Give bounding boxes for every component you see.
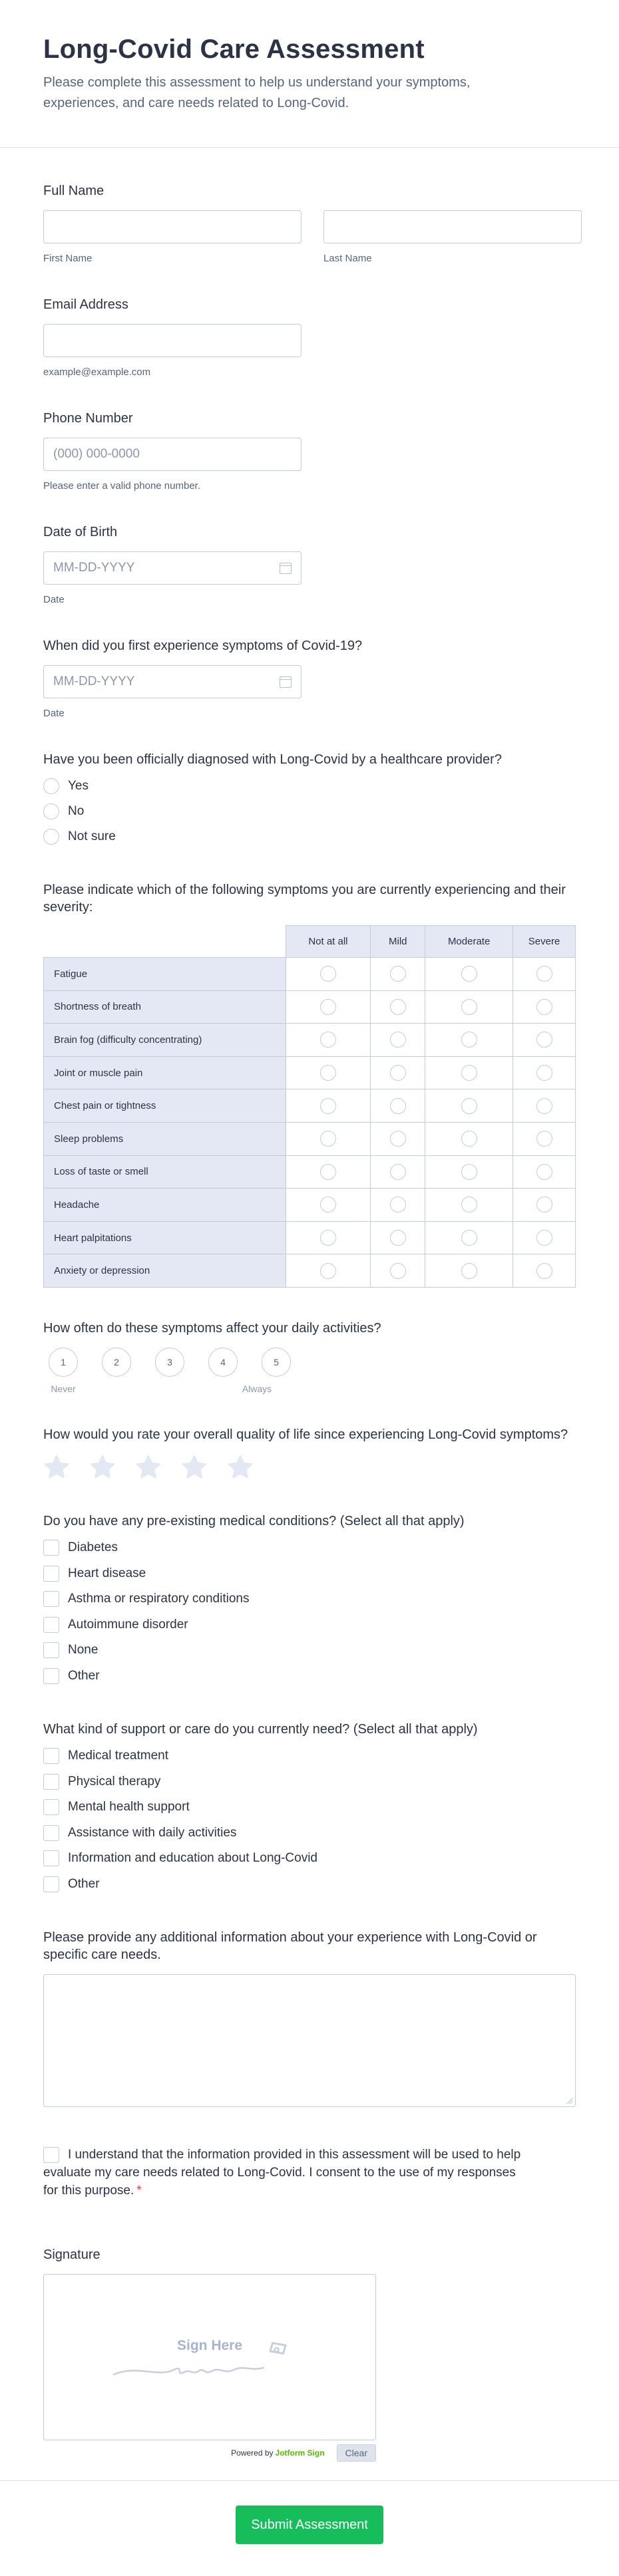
additional-textarea[interactable] bbox=[43, 1974, 576, 2107]
star-icon[interactable] bbox=[43, 1454, 70, 1481]
matrix-cell bbox=[371, 990, 425, 1024]
star-icon[interactable] bbox=[227, 1454, 254, 1481]
matrix-cell bbox=[371, 1089, 425, 1123]
frequency-scale bbox=[37, 1348, 576, 1377]
matrix-cell bbox=[425, 1056, 513, 1089]
submit-button[interactable]: Submit Assessment bbox=[236, 2505, 383, 2544]
matrix-cell bbox=[513, 1221, 576, 1254]
diagnosed-options bbox=[43, 774, 576, 849]
matrix-corner bbox=[44, 926, 286, 958]
checkbox-option[interactable] bbox=[43, 1663, 576, 1689]
matrix-cell bbox=[513, 1189, 576, 1222]
radio-label: Not sure bbox=[68, 829, 116, 843]
matrix-radio-button[interactable] bbox=[390, 1263, 406, 1279]
matrix-radio-button[interactable] bbox=[320, 1230, 336, 1246]
radio-button[interactable] bbox=[43, 778, 59, 794]
matrix-cell bbox=[425, 1189, 513, 1222]
matrix-column-header: Severe bbox=[513, 926, 576, 958]
submit-area bbox=[0, 2480, 619, 2576]
resize-grip-icon[interactable] bbox=[566, 2098, 573, 2104]
checkbox[interactable] bbox=[43, 1668, 59, 1684]
form-header bbox=[0, 0, 619, 148]
matrix-cell bbox=[286, 1089, 371, 1123]
star-rating bbox=[43, 1454, 576, 1481]
matrix-radio-button[interactable] bbox=[390, 1131, 406, 1147]
matrix-row-label: Fatigue bbox=[44, 958, 286, 991]
matrix-radio-button[interactable] bbox=[536, 1131, 552, 1147]
star-icon[interactable] bbox=[135, 1454, 162, 1481]
symptoms-label: Please indicate which of the following symptoms you are currently experiencing and their severity: bbox=[43, 883, 566, 915]
matrix-row bbox=[44, 1056, 576, 1089]
signature-pad[interactable] bbox=[43, 2274, 376, 2440]
matrix-cell bbox=[425, 1254, 513, 1288]
matrix-radio-button[interactable] bbox=[390, 1230, 406, 1246]
radio-button[interactable] bbox=[43, 829, 59, 845]
matrix-cell bbox=[513, 1024, 576, 1057]
symptom-date-field bbox=[43, 637, 576, 719]
matrix-cell bbox=[371, 1189, 425, 1222]
phone-input[interactable] bbox=[43, 438, 302, 471]
matrix-cell bbox=[371, 958, 425, 991]
matrix-column-header: Mild bbox=[371, 926, 425, 958]
signature-footer bbox=[43, 2444, 376, 2462]
matrix-cell bbox=[425, 1024, 513, 1057]
support-options bbox=[43, 1743, 576, 1897]
jotform-sign-brand: Jotform Sign bbox=[275, 2448, 325, 2458]
phone-field bbox=[43, 410, 576, 492]
matrix-cell bbox=[286, 1189, 371, 1222]
matrix-cell bbox=[513, 1155, 576, 1189]
support-label: What kind of support or care do you currently need? (Select all that apply) bbox=[43, 1721, 478, 1737]
checkbox-option[interactable] bbox=[43, 1560, 576, 1586]
quality-field bbox=[43, 1426, 576, 1481]
powered-by-text: Powered by bbox=[231, 2448, 274, 2458]
matrix-radio-button[interactable] bbox=[461, 1263, 477, 1279]
dob-sublabel: Date bbox=[43, 594, 65, 605]
checkbox-option[interactable] bbox=[43, 1638, 576, 1663]
matrix-radio-button[interactable] bbox=[320, 1032, 336, 1048]
matrix-row-label: Headache bbox=[44, 1189, 286, 1222]
phone-placeholder: (000) 000-0000 bbox=[53, 447, 140, 461]
required-mark: * bbox=[136, 2183, 142, 2198]
matrix-radio-button[interactable] bbox=[390, 1065, 406, 1081]
matrix-radio-button[interactable] bbox=[320, 1164, 336, 1180]
checkbox[interactable] bbox=[43, 1876, 59, 1892]
matrix-cell bbox=[425, 1122, 513, 1155]
checkbox[interactable] bbox=[43, 1566, 59, 1582]
star-icon[interactable] bbox=[89, 1454, 116, 1481]
conditions-label: Do you have any pre-existing medical conditions? (Select all that apply) bbox=[43, 1513, 465, 1528]
frequency-field bbox=[43, 1320, 576, 1394]
email-label: Email Address bbox=[43, 297, 128, 312]
matrix-row-label: Heart palpitations bbox=[44, 1221, 286, 1254]
checkbox[interactable] bbox=[43, 1591, 59, 1607]
matrix-radio-button[interactable] bbox=[536, 966, 552, 982]
conditions-field bbox=[43, 1512, 576, 1689]
scale-min-label: Never bbox=[51, 1383, 76, 1394]
matrix-row bbox=[44, 1254, 576, 1288]
matrix-radio-button[interactable] bbox=[320, 1197, 336, 1213]
dob-label: Date of Birth bbox=[43, 525, 118, 539]
matrix-radio-button[interactable] bbox=[536, 1032, 552, 1048]
matrix-radio-button[interactable] bbox=[536, 1197, 552, 1213]
matrix-row-label: Sleep problems bbox=[44, 1122, 286, 1155]
matrix-row-label: Chest pain or tightness bbox=[44, 1089, 286, 1123]
scale-option[interactable]: 2 bbox=[102, 1348, 131, 1377]
matrix-cell bbox=[513, 1089, 576, 1123]
star-icon[interactable] bbox=[181, 1454, 208, 1481]
checkbox[interactable] bbox=[43, 1540, 59, 1556]
scale-max-label: Always bbox=[242, 1383, 272, 1394]
full-name-label: Full Name bbox=[43, 184, 104, 198]
scale-option[interactable]: 1 bbox=[49, 1348, 78, 1377]
quality-label: How would you rate your overall quality of life since experiencing Long-Covid symptoms? bbox=[43, 1427, 568, 1442]
symptom-date-placeholder: MM-DD-YYYY bbox=[53, 674, 135, 688]
matrix-row bbox=[44, 1221, 576, 1254]
matrix-cell bbox=[513, 1056, 576, 1089]
matrix-cell bbox=[371, 1254, 425, 1288]
matrix-body bbox=[44, 958, 576, 1288]
matrix-radio-button[interactable] bbox=[390, 1197, 406, 1213]
matrix-row bbox=[44, 1024, 576, 1057]
form-body bbox=[0, 182, 619, 2462]
diagnosed-field bbox=[43, 751, 576, 849]
full-name-field bbox=[43, 182, 576, 264]
checkbox-label: Mental health support bbox=[68, 1800, 190, 1814]
matrix-row bbox=[44, 1089, 576, 1123]
scale-labels bbox=[37, 1383, 284, 1394]
matrix-cell bbox=[286, 1254, 371, 1288]
calendar-icon[interactable] bbox=[280, 563, 292, 574]
checkbox-label: Information and education about Long-Covid bbox=[68, 1851, 317, 1866]
diagnosed-label: Have you been officially diagnosed with Long-Covid by a healthcare provider? bbox=[43, 752, 502, 767]
matrix-radio-button[interactable] bbox=[390, 1098, 406, 1114]
matrix-cell bbox=[371, 1056, 425, 1089]
matrix-radio-button[interactable] bbox=[536, 1263, 552, 1279]
matrix-cell bbox=[286, 1155, 371, 1189]
matrix-cell bbox=[371, 1024, 425, 1057]
matrix-row-label: Loss of taste or smell bbox=[44, 1155, 286, 1189]
matrix-row-label: Shortness of breath bbox=[44, 990, 286, 1024]
matrix-cell bbox=[425, 1089, 513, 1123]
matrix-cell bbox=[286, 958, 371, 991]
form-description: Please complete this assessment to help us understand your symptoms, experiences, and care needs related to Long-Covid. bbox=[43, 75, 471, 110]
matrix-radio-button[interactable] bbox=[461, 966, 477, 982]
support-field bbox=[43, 1721, 576, 1897]
checkbox-option[interactable] bbox=[43, 1612, 576, 1638]
matrix-radio-button[interactable] bbox=[461, 1065, 477, 1081]
matrix-radio-button[interactable] bbox=[320, 1098, 336, 1114]
radio-option[interactable] bbox=[43, 799, 576, 824]
conditions-options bbox=[43, 1535, 576, 1689]
first-name-input[interactable] bbox=[43, 210, 302, 243]
matrix-cell bbox=[286, 1024, 371, 1057]
matrix-radio-button[interactable] bbox=[536, 1065, 552, 1081]
checkbox[interactable] bbox=[43, 1642, 59, 1658]
matrix-radio-button[interactable] bbox=[461, 1197, 477, 1213]
matrix-radio-button[interactable] bbox=[536, 1230, 552, 1246]
phone-sublabel: Please enter a valid phone number. bbox=[43, 480, 200, 492]
consent-text-wrap bbox=[43, 2146, 529, 2200]
checkbox-label: Other bbox=[68, 1668, 100, 1683]
checkbox-option[interactable] bbox=[43, 1820, 576, 1846]
matrix-cell bbox=[513, 1254, 576, 1288]
matrix-row bbox=[44, 958, 576, 991]
matrix-cell bbox=[425, 990, 513, 1024]
matrix-radio-button[interactable] bbox=[461, 1164, 477, 1180]
checkbox-label: Autoimmune disorder bbox=[68, 1617, 188, 1632]
phone-label: Phone Number bbox=[43, 411, 133, 426]
matrix-cell bbox=[286, 1056, 371, 1089]
checkbox-label: Other bbox=[68, 1876, 100, 1891]
checkbox-label: Physical therapy bbox=[68, 1774, 161, 1789]
checkbox-label: None bbox=[68, 1643, 99, 1657]
matrix-radio-button[interactable] bbox=[320, 999, 336, 1015]
matrix-cell bbox=[286, 990, 371, 1024]
matrix-row-label: Anxiety or depression bbox=[44, 1254, 286, 1288]
checkbox-option[interactable] bbox=[43, 1535, 576, 1561]
checkbox-label: Asthma or respiratory conditions bbox=[68, 1592, 250, 1606]
symptom-date-sublabel: Date bbox=[43, 708, 65, 719]
dob-input[interactable] bbox=[43, 551, 302, 585]
matrix-cell bbox=[371, 1122, 425, 1155]
scale-option[interactable]: 4 bbox=[208, 1348, 238, 1377]
radio-option[interactable] bbox=[43, 774, 576, 799]
matrix-radio-button[interactable] bbox=[461, 1098, 477, 1114]
consent-option[interactable] bbox=[43, 2146, 529, 2200]
clear-signature-button[interactable]: Clear bbox=[337, 2444, 376, 2462]
scale-option[interactable]: 5 bbox=[262, 1348, 291, 1377]
symptom-date-label: When did you first experience symptoms of Covid-19? bbox=[43, 639, 363, 653]
email-field bbox=[43, 296, 576, 378]
matrix-radio-button[interactable] bbox=[461, 1230, 477, 1246]
matrix-cell bbox=[425, 958, 513, 991]
matrix-cell bbox=[371, 1155, 425, 1189]
radio-label: No bbox=[68, 804, 85, 818]
additional-label: Please provide any additional information about your experience with Long-Covid or specific care needs. bbox=[43, 1930, 537, 1962]
checkbox-option[interactable] bbox=[43, 1769, 576, 1794]
checkbox-label: Assistance with daily activities bbox=[68, 1825, 237, 1840]
checkbox[interactable] bbox=[43, 1850, 59, 1866]
dob-field bbox=[43, 523, 576, 605]
first-name-sublabel: First Name bbox=[43, 253, 93, 264]
matrix-cell bbox=[513, 958, 576, 991]
scale-option[interactable]: 3 bbox=[155, 1348, 184, 1377]
matrix-radio-button[interactable] bbox=[536, 1098, 552, 1114]
matrix-cell bbox=[286, 1221, 371, 1254]
additional-field bbox=[43, 1929, 576, 2107]
calendar-icon[interactable] bbox=[280, 676, 292, 688]
matrix-row bbox=[44, 1155, 576, 1189]
matrix-row-label: Brain fog (difficulty concentrating) bbox=[44, 1024, 286, 1057]
form-title: Long-Covid Care Assessment bbox=[43, 35, 425, 64]
consent-text: I understand that the information provided in this assessment will be used to help evaluate my care needs related to Long-Covid. I consent to the use of my responses for this purpose. bbox=[43, 2147, 521, 2198]
matrix-cell bbox=[425, 1221, 513, 1254]
matrix-radio-button[interactable] bbox=[536, 999, 552, 1015]
radio-option[interactable] bbox=[43, 824, 576, 849]
last-name-input[interactable] bbox=[323, 210, 582, 243]
matrix-radio-button[interactable] bbox=[461, 1131, 477, 1147]
matrix-cell bbox=[513, 1122, 576, 1155]
matrix-row-label: Joint or muscle pain bbox=[44, 1056, 286, 1089]
checkbox-option[interactable] bbox=[43, 1794, 576, 1820]
radio-label: Yes bbox=[68, 779, 89, 793]
radio-button[interactable] bbox=[43, 803, 59, 819]
symptoms-matrix bbox=[43, 925, 576, 1288]
matrix-radio-button[interactable] bbox=[390, 966, 406, 982]
checkbox-option[interactable] bbox=[43, 1586, 576, 1612]
checkbox-label: Medical treatment bbox=[68, 1749, 169, 1763]
symptom-date-input[interactable] bbox=[43, 665, 302, 698]
email-sublabel: example@example.com bbox=[43, 366, 151, 378]
matrix-radio-button[interactable] bbox=[461, 1032, 477, 1048]
checkbox[interactable] bbox=[43, 1825, 59, 1841]
matrix-radio-button[interactable] bbox=[390, 1032, 406, 1048]
matrix-row bbox=[44, 1122, 576, 1155]
signature-placeholder: Sign Here bbox=[177, 2337, 243, 2353]
frequency-label: How often do these symptoms affect your daily activities? bbox=[43, 1320, 381, 1336]
consent-field bbox=[43, 2146, 576, 2200]
checkbox[interactable] bbox=[43, 1617, 59, 1633]
matrix-radio-button[interactable] bbox=[320, 1263, 336, 1279]
email-input[interactable] bbox=[43, 324, 302, 357]
checkbox-label: Diabetes bbox=[68, 1540, 118, 1555]
matrix-radio-button[interactable] bbox=[390, 1164, 406, 1180]
matrix-radio-button[interactable] bbox=[320, 966, 336, 982]
checkbox-option[interactable] bbox=[43, 1743, 576, 1769]
matrix-radio-button[interactable] bbox=[536, 1164, 552, 1180]
checkbox-label: Heart disease bbox=[68, 1566, 146, 1580]
matrix-column-header: Not at all bbox=[286, 926, 371, 958]
matrix-column-header: Moderate bbox=[425, 926, 513, 958]
matrix-cell bbox=[425, 1155, 513, 1189]
matrix-cell bbox=[371, 1221, 425, 1254]
matrix-radio-button[interactable] bbox=[461, 999, 477, 1015]
matrix-radio-button[interactable] bbox=[320, 1131, 336, 1147]
checkbox[interactable] bbox=[43, 1799, 59, 1815]
matrix-cell bbox=[513, 990, 576, 1024]
matrix-row bbox=[44, 990, 576, 1024]
signature-label: Signature bbox=[43, 2247, 101, 2262]
checkbox[interactable] bbox=[43, 1774, 59, 1790]
symptoms-field bbox=[43, 881, 576, 1288]
matrix-cell bbox=[286, 1122, 371, 1155]
last-name-sublabel: Last Name bbox=[323, 253, 372, 264]
checkbox-option[interactable] bbox=[43, 1846, 576, 1872]
signature-field bbox=[43, 2246, 576, 2462]
matrix-radio-button[interactable] bbox=[390, 999, 406, 1015]
dob-placeholder: MM-DD-YYYY bbox=[53, 561, 135, 575]
checkbox[interactable] bbox=[43, 1748, 59, 1764]
matrix-radio-button[interactable] bbox=[320, 1065, 336, 1081]
checkbox-option[interactable] bbox=[43, 1871, 576, 1897]
matrix-row bbox=[44, 1189, 576, 1222]
